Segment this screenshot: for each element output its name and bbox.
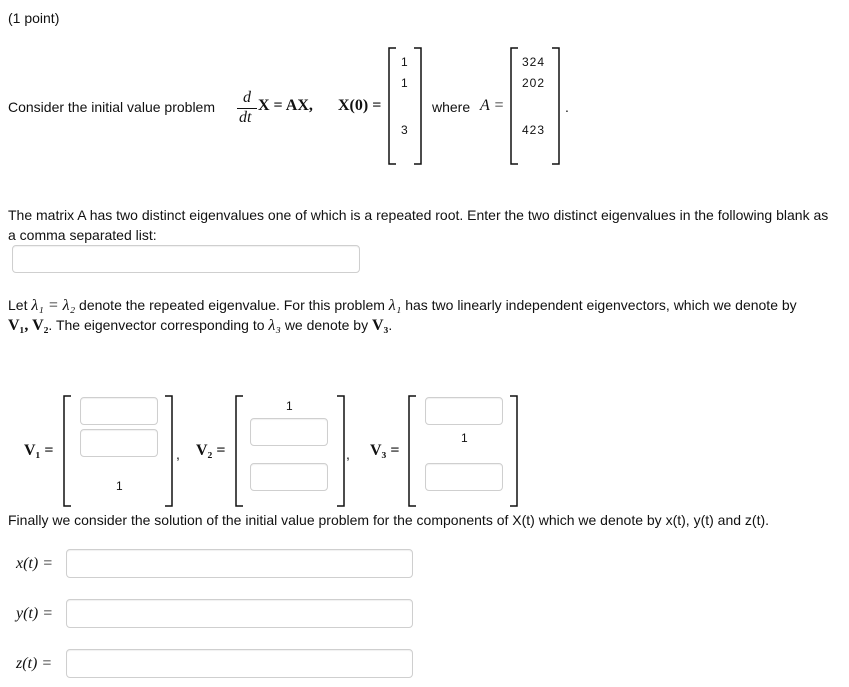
y-t-label: y(t) = xyxy=(16,605,53,622)
lambda-equality: λ₁ = λ₂ xyxy=(31,297,76,314)
v3-entry-1-input[interactable] xyxy=(425,397,503,425)
lambda3-symbol: λ₃ xyxy=(268,317,281,334)
v2-label: V₂ = xyxy=(196,442,226,459)
v1-separator: , xyxy=(176,446,180,462)
eigenvector-corresponding-text: . The eigenvector corresponding to xyxy=(48,317,265,333)
z-t-input[interactable] xyxy=(66,649,413,678)
x0-entry-1: 1 xyxy=(401,55,408,69)
let-word: Let xyxy=(8,297,28,313)
v1-entry-2-input[interactable] xyxy=(80,429,158,457)
x0-entry-2: 1 xyxy=(401,76,408,90)
v2-separator: , xyxy=(346,446,350,462)
derivative-fraction xyxy=(237,89,257,129)
initial-condition-label: X(0) = xyxy=(338,97,382,114)
deriv-denominator: dt xyxy=(239,109,252,126)
denote-by-text: we denote by xyxy=(284,317,369,333)
a-label: A = xyxy=(480,97,505,114)
eigenvector-text-line1 xyxy=(8,297,797,315)
x-t-input[interactable] xyxy=(66,549,413,578)
x-t-label: x(t) = xyxy=(16,555,53,572)
matrix-a-row-3: 423 xyxy=(522,123,546,137)
independent-eigenvectors-text: has two linearly independent eigenvectors, which we denote by xyxy=(405,297,797,313)
solution-components-text: Finally we consider the solution of the initial value problem for the components of X(t) which we denote by x(t), y(t) and z(t). xyxy=(8,512,770,528)
v1-v2-symbols: V₁, V₂ xyxy=(8,317,49,334)
v1-entry-3: 1 xyxy=(116,479,123,493)
v3-label: V₃ = xyxy=(370,442,400,459)
problem-period: . xyxy=(565,99,569,115)
v2-entry-1: 1 xyxy=(286,399,293,413)
matrix-a-row-2: 202 xyxy=(522,76,546,90)
eigenvector-text-line2 xyxy=(8,317,392,335)
deriv-numerator: d xyxy=(243,89,251,106)
problem-intro: Consider the initial value problem xyxy=(8,99,215,115)
matrix-a-row-1: 324 xyxy=(522,55,546,69)
line2-period: . xyxy=(388,317,393,333)
lambda1-symbol: λ₁ xyxy=(388,297,402,314)
y-t-input[interactable] xyxy=(66,599,413,628)
z-t-label: z(t) = xyxy=(16,655,53,672)
eigenvalues-input[interactable] xyxy=(12,245,360,273)
v3-entry-3-input[interactable] xyxy=(425,463,503,491)
v3-entry-2: 1 xyxy=(461,431,468,445)
eigenvalue-question-line1: The matrix A has two distinct eigenvalues one of which is a repeated root. Enter the two distinct eigenvalues in the following blank as xyxy=(8,207,829,223)
where-label: where xyxy=(432,99,471,115)
x0-entry-3: 3 xyxy=(401,123,408,137)
v1-entry-1-input[interactable] xyxy=(80,397,158,425)
ode-equation: X = AX, xyxy=(258,97,313,114)
repeated-eigenvalue-text: denote the repeated eigenvalue. For this problem xyxy=(79,297,385,313)
v2-entry-3-input[interactable] xyxy=(250,463,328,491)
eigenvalue-question-line2: a comma separated list: xyxy=(8,227,157,243)
v2-entry-2-input[interactable] xyxy=(250,418,328,446)
points-label: (1 point) xyxy=(8,10,60,26)
v1-label: V₁ = xyxy=(24,442,54,459)
v3-symbol: V₃ xyxy=(372,317,389,334)
